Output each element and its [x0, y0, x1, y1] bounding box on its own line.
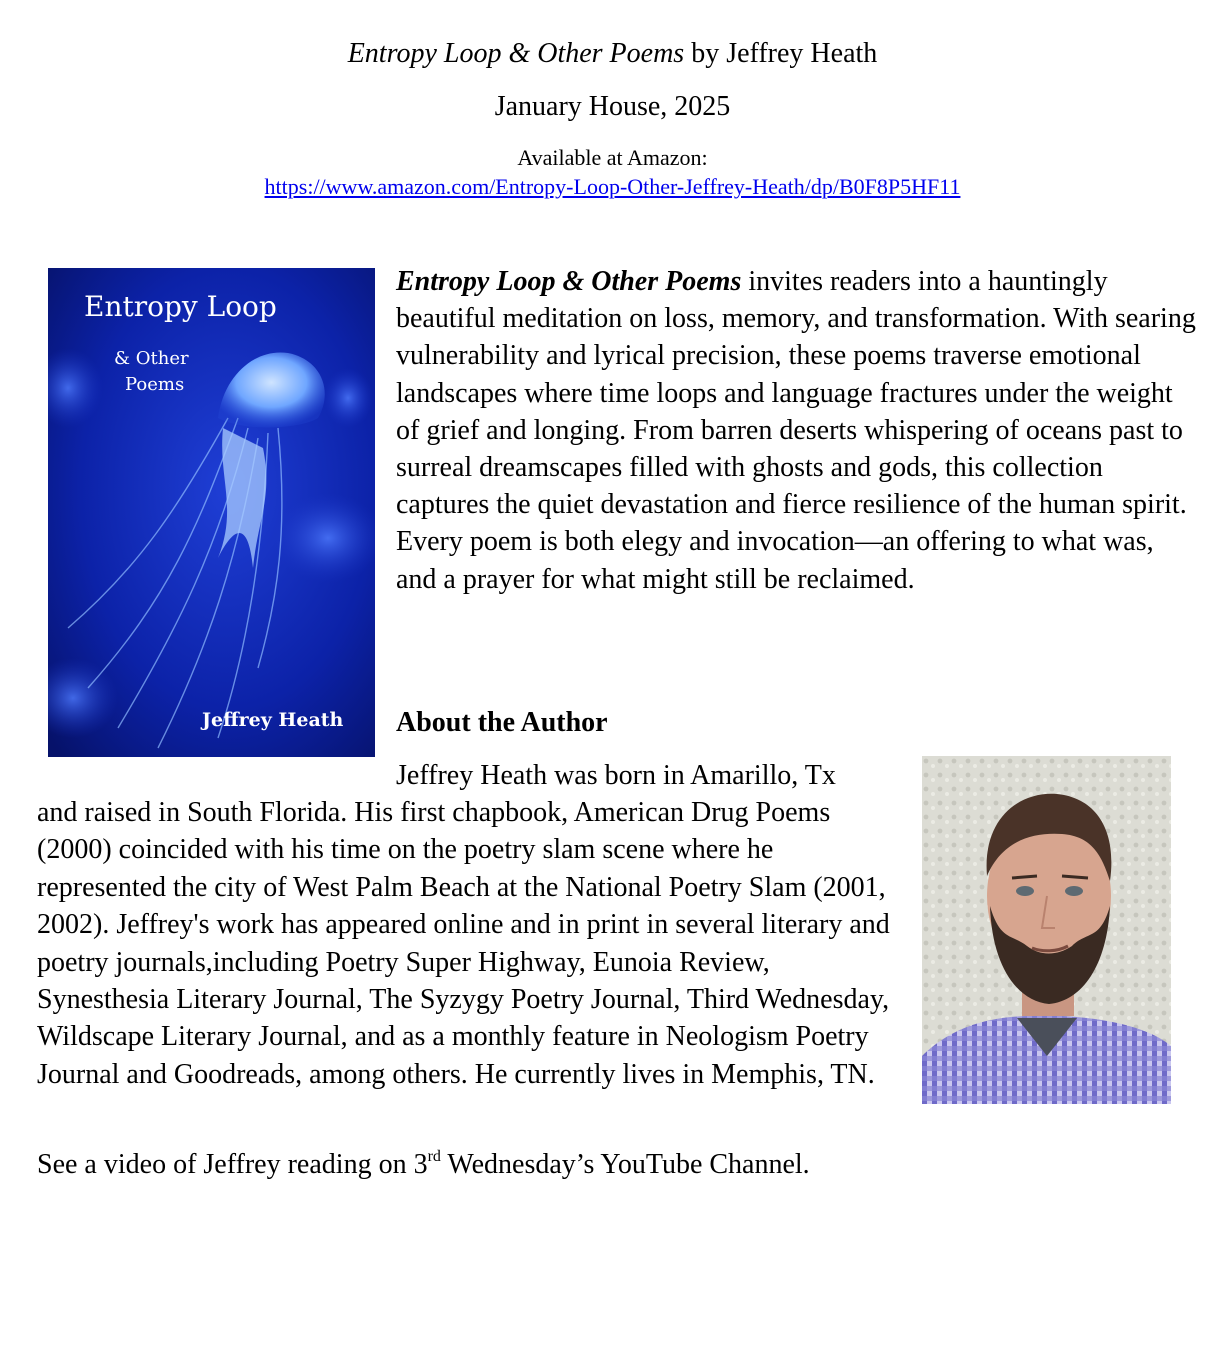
book-description	[396, 263, 1196, 598]
video-note-text-end: Wednesday’s YouTube Channel.	[440, 1149, 810, 1180]
availability-label: Available at Amazon:	[517, 145, 708, 170]
book-cover-image	[48, 268, 375, 757]
cover-title: Entropy Loop	[84, 290, 277, 323]
author-bio-first-line: Jeffrey Heath was born in Amarillo, Tx	[396, 760, 836, 791]
description-book-title: Entropy Loop & Other Poems	[396, 266, 742, 297]
video-note	[37, 1146, 810, 1183]
publisher-line: January House, 2025	[494, 91, 731, 122]
cover-subtitle-line2: Poems	[125, 374, 185, 395]
book-title-line	[0, 36, 1225, 72]
amazon-link-line	[0, 173, 1225, 201]
video-note-text-start: See a video of Jeffrey reading on 3	[37, 1149, 428, 1180]
author-photo	[922, 756, 1171, 1104]
author-bio: and raised in South Florida. His first chapbook, American Drug Poems (2000) coincided with his time on the poetry slam scene where he represented the city of West Palm Beach at the National Poetry Slam (2001, 2002). Jeffrey's work has appeared online and in print in several literary and poetry journals,including Poetry Super Highway, Eunoia Review, Synesthesia Literary Journal, The Syzygy Poetry Journal, Third Wednesday, Wildscape Literary Journal, and as a monthly feature in Neologism Poetry Journal and Goodreads, among others. He currently lives in Memphis, TN.	[37, 797, 890, 1090]
video-note-ordinal-suffix: rd	[427, 1148, 441, 1165]
description-text: invites readers into a hauntingly beautiful meditation on loss, memory, and transformation. With searing vulnerability and lyrical precision, these poems traverse emotional landscapes where time loops and language fractures under the weight of grief and longing. From barren deserts whispering of oceans past to surreal dreamscapes filled with ghosts and gods, this collection captures the quiet devastation and fierce resilience of the human spirit. Every poem is both elegy and invocation—an offering to what was, and a prayer for what might still be reclaimed.	[396, 266, 1196, 595]
book-title: Entropy Loop & Other Poems	[347, 38, 685, 69]
about-author-heading: About the Author	[396, 707, 608, 738]
amazon-link[interactable]: https://www.amazon.com/Entropy-Loop-Other-Jeffrey-Heath/dp/B0F8P5HF11	[264, 174, 961, 199]
cover-author: Jeffrey Heath	[202, 709, 344, 731]
book-author-byline: by Jeffrey Heath	[684, 38, 878, 69]
cover-subtitle-line1: & Other	[114, 348, 189, 369]
